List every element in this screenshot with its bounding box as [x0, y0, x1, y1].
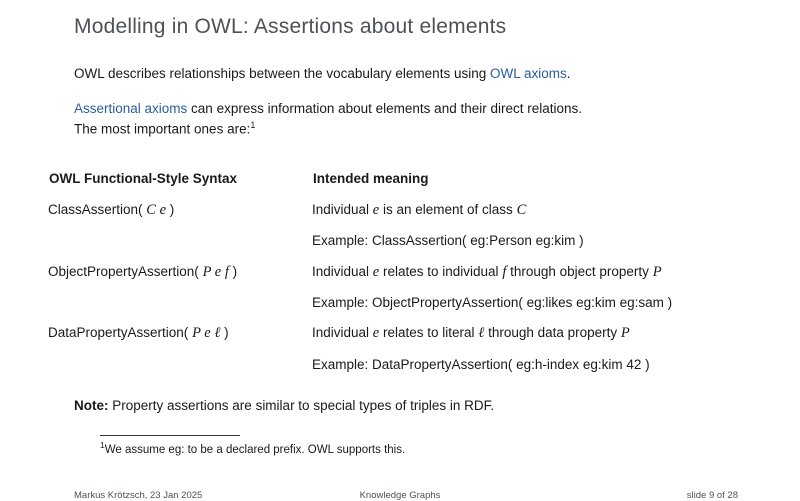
table-row [48, 233, 758, 263]
meaning-text-2: relates to literal [379, 325, 479, 341]
syntax-close: ) [220, 325, 229, 341]
meaning-text-3: through object property [506, 263, 653, 279]
meaning-text-1: Individual [312, 202, 373, 217]
syntax-variables: C e [146, 202, 167, 218]
meaning-var-1: e [372, 202, 380, 218]
syntax-close: ) [166, 202, 175, 217]
intro-text-after: . [566, 66, 571, 81]
footnote-marker: 1 [250, 119, 256, 130]
empty-cell [48, 233, 312, 263]
table-header-row [48, 170, 758, 202]
footnote-text: We assume eg: to be a declared prefix. OWL supports this. [104, 443, 406, 456]
assertional-axioms-line2 [74, 119, 582, 139]
assertional-axioms-paragraph [74, 99, 582, 139]
syntax-variables: P e f [202, 263, 229, 280]
most-important-text: The most important ones are: [74, 121, 251, 137]
intro-paragraph [74, 64, 571, 84]
footnote [100, 440, 405, 456]
example-class-assertion: Example: ClassAssertion( eg:Person eg:kim ) [312, 233, 584, 249]
meaning-var-3: P [652, 263, 662, 280]
intro-text-before: OWL describes relationships between the vocabulary elements using [74, 66, 490, 81]
column-header-meaning: Intended meaning [313, 171, 429, 186]
column-header-syntax: OWL Functional-Style Syntax [49, 171, 238, 186]
note-label: Note: [74, 398, 109, 413]
footer-author: Markus Krötzsch, 23 Jan 2025 [74, 490, 203, 501]
meaning-text-1: Individual [312, 263, 373, 279]
syntax-text: ClassAssertion( [48, 202, 147, 217]
assertions-table [48, 170, 758, 387]
meaning-class-assertion [312, 202, 758, 233]
meaning-var-2: f [502, 263, 507, 280]
meaning-object-property-assertion [312, 264, 758, 295]
footnote-divider [100, 435, 240, 436]
table-row [48, 357, 758, 387]
meaning-data-property-assertion [312, 325, 758, 356]
footer-slide-number: slide 9 of 28 [686, 490, 738, 501]
syntax-text: DataPropertyAssertion( [48, 325, 193, 341]
syntax-text: ObjectPropertyAssertion( [48, 263, 203, 279]
meaning-var-2: C [516, 202, 527, 218]
empty-cell [48, 295, 312, 325]
page-title: Modelling in OWL: Assertions about elements [74, 15, 507, 38]
meaning-var-3: P [620, 325, 630, 342]
table-row [48, 325, 758, 356]
note-line [74, 398, 494, 413]
meaning-var-1: e [372, 325, 380, 342]
footer-course: Knowledge Graphs [359, 490, 441, 501]
meaning-var-1: e [372, 263, 380, 280]
meaning-text-1: Individual [312, 325, 373, 341]
meaning-text-2: is an element of class [379, 202, 517, 217]
note-text: Property assertions are similar to special types of triples in RDF. [108, 398, 495, 413]
meaning-text-2: relates to individual [379, 263, 503, 279]
example-object-property-assertion: Example: ObjectPropertyAssertion( eg:likes eg:kim eg:sam ) [312, 294, 673, 310]
footnote-number: 1 [100, 440, 105, 450]
table-row [48, 264, 758, 295]
assertional-axioms-text: can express information about elements and their direct relations. [187, 101, 583, 116]
table-row [48, 202, 758, 233]
meaning-var-2: ℓ [478, 325, 485, 342]
table-row [48, 295, 758, 325]
owl-axioms-link[interactable]: OWL axioms [489, 66, 567, 81]
syntax-data-property-assertion [48, 325, 312, 356]
syntax-class-assertion [48, 202, 312, 233]
empty-cell [48, 357, 312, 387]
syntax-object-property-assertion [48, 264, 312, 295]
assertional-axioms-line1 [74, 99, 582, 119]
example-data-property-assertion: Example: DataPropertyAssertion( eg:h-index eg:kim 42 ) [312, 356, 650, 372]
meaning-text-3: through data property [484, 325, 621, 341]
syntax-close: ) [228, 263, 238, 279]
assertional-axioms-link[interactable]: Assertional axioms [74, 101, 188, 116]
syntax-variables: P e ℓ [192, 325, 221, 342]
